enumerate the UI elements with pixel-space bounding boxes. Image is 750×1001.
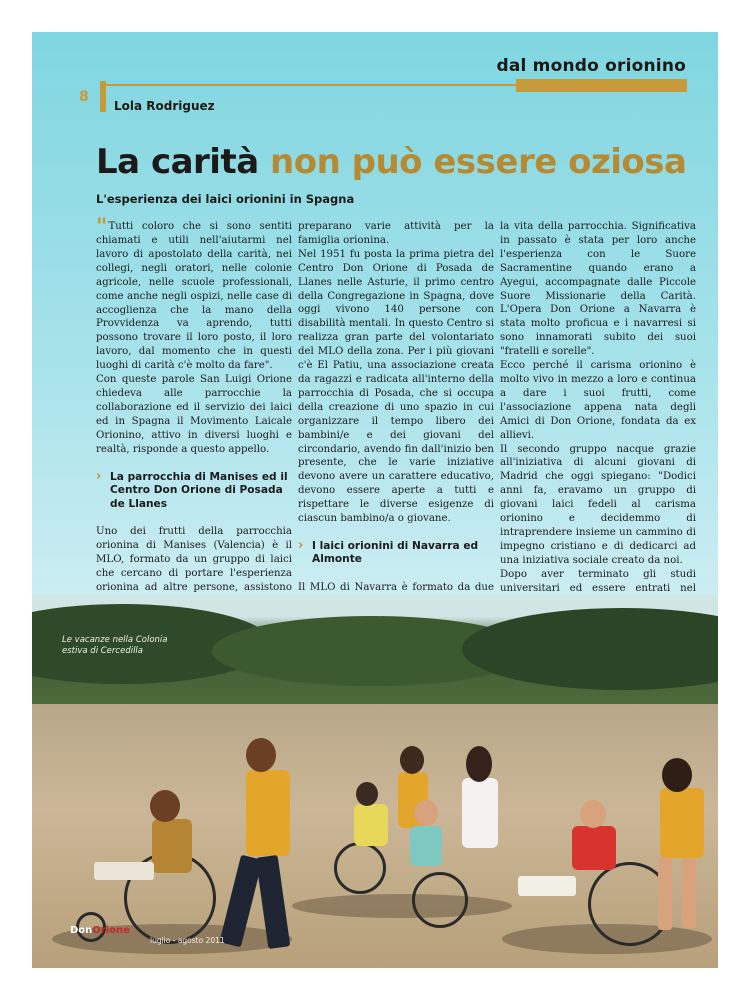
magazine-page (32, 32, 718, 968)
person-head (400, 746, 424, 774)
paragraph: Dopo aver terminato gli studi universitari ed essere entrati nel (500, 568, 696, 594)
header-bar (516, 79, 687, 92)
tree-line (462, 608, 718, 690)
page-number: 8 (79, 89, 89, 105)
author-name: Lola Rodriguez (114, 99, 215, 113)
chevron-right-icon: › (298, 537, 304, 553)
shadow (292, 894, 512, 918)
paragraph: Il secondo gruppo nacque grazie all'iniziativa di alcuni giovani di Madrid che oggi spiegano: "Dodici anni fa, eravamo un gruppo di giovani laici fedeli al carisma orionino e decidemmo di intraprendere insieme un cammino di impegno cristiano e di dedicarci ad una iniziativa sociale creato da noi. (500, 443, 696, 566)
person-head (246, 738, 276, 772)
volunteer-white-dress (462, 778, 498, 848)
person-seated (152, 819, 192, 873)
paragraph: la vita della parrocchia. Significativa in passato è stata per loro anche l'esperienza con le Suore Sacramentine quando erano a Ayegui, accompagnate dalle Piccole Suore Missionarie della Carità. L'Opera Don Orione a Navarra è stata molto proficua e i navarresi si sono innamorati subito dei suoi "fratelli e sorelle". (500, 221, 696, 358)
volunteer-yellow-shirt (660, 788, 704, 858)
logo-text-accent: Orione (92, 925, 130, 936)
magazine-logo (70, 925, 130, 936)
logo-text: Don (70, 925, 93, 936)
paragraph: Nel 1951 fu posta la prima pietra del Centro Don Orione di Posada de Llanes nelle Asturie, il primo centro della Congregazione in Spagna, dove oggi vivono 140 persone con disabilità mentali. In questo Centro si realizza gran parte del volontariato del MLO della zona. Per i più giovani c'è El Patiu, una associazione creata da ragazzi e radicata all'interno della parrocchia di Posada, che si occupa della creazione di uno spazio in cui organizzare il tempo libero dei bambini/e e dei giovani del circondario, avendo fin dall'inizio ben presente, che le varie iniziative devono avere un carattere educativo, devono essere aperte a tutti e rispettare le diverse esigenze di ciascun bambino/a o giovane. (298, 248, 494, 525)
person-legs (94, 862, 154, 880)
paragraph: Con queste parole San Luigi Orione chiedeva alle parrocchie la collaborazione ed il servizio dei laici ed in Spagna il Movimento Laicale Orionino, attivo in diversi luoghi e realtà, risponde a questo appello. (96, 374, 292, 455)
text-column-1 (96, 215, 292, 622)
issue-date: luglio - agosto 2011 (150, 936, 225, 945)
subsection-heading-text: I laici orionini di Navarra ed Almonte (312, 539, 479, 566)
person-legs (658, 858, 672, 930)
article-subtitle: L'esperienza dei laici orionini in Spagna (96, 192, 355, 206)
person-legs (682, 858, 696, 928)
text-column-2 (298, 220, 494, 637)
paragraph: preparano varie attività per la famiglia orionina. (298, 221, 494, 246)
paragraph (96, 215, 292, 373)
paragraph: Uno dei frutti della parrocchia orionina di Manises (Valencia) è il MLO, formato da un gruppo di laici che cercano di portare l'esperienza orionina ad altre persone, assistono (96, 526, 292, 593)
subsection-heading-text: La parrocchia di Manises ed il Centro Don Orione di Posada de Llanes (110, 470, 288, 510)
wheelchair-wheel (412, 872, 468, 928)
article-title (96, 142, 716, 182)
person-head (580, 800, 606, 828)
person-head (150, 790, 180, 822)
person-legs (518, 876, 576, 896)
volunteer-yellow-shirt (246, 770, 290, 856)
subsection-heading (298, 537, 494, 567)
header-rule (102, 84, 517, 86)
opening-quote-mark: " (96, 215, 108, 240)
paragraph: Ecco perché il carisma orionino è molto vivo in mezzo a loro e continua a dare i suoi frutti, come l'associazione appena nata degli Amici di Don Orione, fondata da ex allievi. (500, 360, 696, 441)
photo-caption (62, 635, 167, 657)
header-accent-bar (100, 81, 106, 112)
person-seated (410, 826, 442, 866)
section-title: dal mondo orionino (496, 56, 686, 76)
chevron-right-icon: › (96, 468, 102, 484)
person-head (356, 782, 378, 806)
person-head (414, 800, 438, 826)
wheelchair-wheel (334, 842, 386, 894)
title-part-2: non può essere oziosa (270, 142, 687, 182)
person-seated (354, 804, 388, 846)
person-seated-red-shirt (572, 826, 616, 870)
person-head (466, 746, 492, 782)
title-part-1: La carità (96, 142, 259, 182)
person-head (662, 758, 692, 792)
subsection-heading (96, 468, 292, 512)
caption-line: Le vacanze nella Colonia (62, 635, 168, 645)
paragraph-text: Tutti coloro che si sono sentiti chiamati e utili nell'aiutarmi nel lavoro di apostolato della carità, nei collegi, negli oratori, nelle colonie agricole, nelle scuole professionali, come anche negli ospizi, nelle case di accoglienza che la mano della Provvidenza va aprendo, tutti possono trovare il loro posto, il loro lavoro, dal momento che in questi luoghi di carità c'è molto da fare". (96, 221, 292, 372)
caption-line: estiva di Cercedilla (62, 646, 144, 656)
paragraph: Il MLO di Navarra è formato da due (298, 581, 494, 593)
